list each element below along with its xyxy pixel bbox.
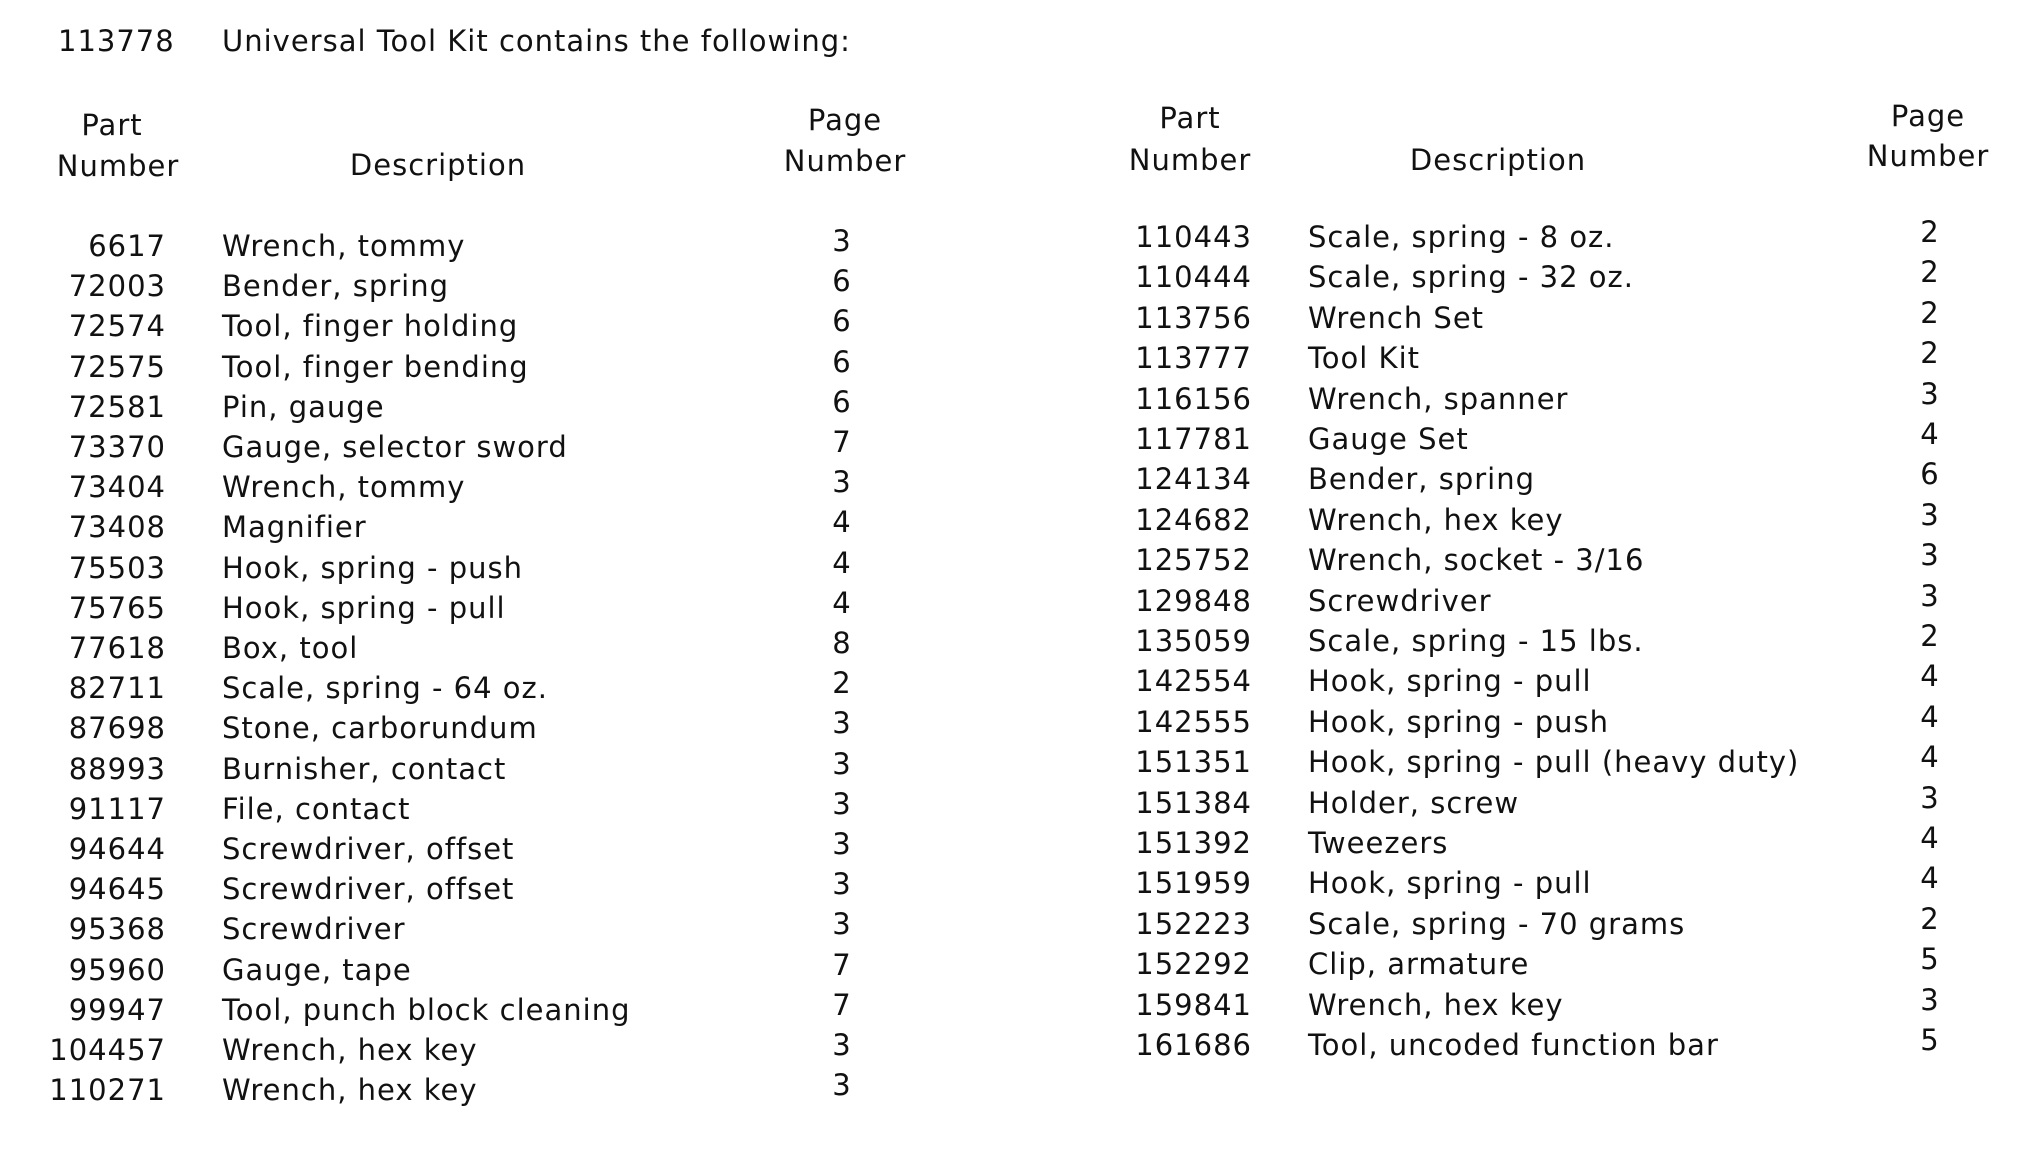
page-number: 4 (1920, 417, 1940, 451)
table-row (0, 295, 2031, 335)
page-number: 3 (1920, 497, 1940, 532)
page-number: 2 (1920, 255, 1940, 290)
table-row (0, 901, 2031, 941)
part-description: Hook, spring - push (1308, 704, 1609, 739)
part-description: Hook, spring - pull (222, 590, 506, 625)
part-number: 99947 (68, 992, 166, 1027)
part-description: Wrench Set (1308, 300, 1485, 335)
page-number: 3 (832, 224, 852, 258)
table-row (0, 861, 2031, 901)
part-description: Scale, spring - 8 oz. (1308, 220, 1615, 254)
part-number: 75503 (68, 550, 166, 585)
page-number: 3 (832, 786, 852, 821)
table-row (0, 538, 2031, 578)
part-number: 82711 (68, 671, 166, 706)
part-number: 104457 (49, 1033, 166, 1067)
table-row (0, 1068, 2031, 1108)
table-row (0, 780, 2031, 820)
page-number: 3 (832, 867, 852, 902)
part-number: 110443 (1135, 220, 1252, 254)
part-description: Wrench, spanner (1308, 381, 1569, 416)
table-row (0, 821, 2031, 860)
page-number: 3 (832, 1068, 852, 1103)
table-row (0, 457, 2031, 497)
table-row (0, 699, 2031, 739)
part-description: Pin, gauge (222, 389, 385, 424)
right-part-header-line2: Number (1128, 143, 1252, 177)
part-number: 116156 (1135, 381, 1252, 416)
table-row (0, 619, 2031, 658)
part-number: 75765 (68, 590, 166, 625)
part-description: Magnifier (222, 510, 367, 545)
page-number: 3 (832, 746, 852, 781)
part-description: Tool, finger bending (222, 349, 529, 384)
part-description: Wrench, tommy (222, 470, 466, 505)
part-description: Tool Kit (1308, 341, 1420, 376)
page-number: 3 (1920, 376, 1940, 411)
page-number: 2 (1920, 295, 1940, 330)
table-row (0, 659, 2031, 701)
left-part-header-line1: Part (81, 108, 143, 142)
part-description: Scale, spring - 15 lbs. (1308, 624, 1644, 658)
table-row (0, 578, 2031, 618)
part-description: Tweezers (1308, 826, 1449, 860)
kit-title: Universal Tool Kit contains the following: (222, 24, 851, 58)
page-number: 2 (1920, 215, 1940, 249)
page-number: 4 (1920, 659, 1940, 694)
page-number: 4 (832, 585, 852, 620)
page-number: 5 (1920, 1023, 1940, 1057)
part-description: Wrench, socket - 3/16 (1308, 543, 1645, 578)
right-description-header: Description (1409, 143, 1587, 177)
table-row (0, 497, 2031, 540)
page-number: 2 (1920, 901, 1940, 936)
right-part-header-line1: Part (1159, 101, 1221, 135)
page-number: 2 (832, 666, 852, 701)
part-number: 152223 (1135, 906, 1252, 941)
part-number: 152292 (1135, 947, 1252, 982)
page-number: 3 (832, 1028, 852, 1062)
table-row (0, 255, 2031, 295)
table-row (0, 740, 2031, 780)
part-number: 73404 (68, 470, 166, 505)
part-number: 94644 (68, 832, 166, 866)
part-number: 95960 (68, 952, 166, 987)
part-description: Wrench, tommy (222, 229, 466, 263)
part-description: Wrench, hex key (1308, 502, 1564, 537)
part-description: Wrench, hex key (1308, 987, 1564, 1022)
right-page-header-line1: Page (1890, 99, 1966, 133)
page-number: 7 (832, 987, 852, 1022)
table-row (0, 417, 2031, 456)
page-number: 2 (1920, 619, 1940, 653)
part-number: 135059 (1135, 624, 1252, 658)
part-number: 87698 (68, 711, 166, 746)
part-number: 6617 (88, 229, 166, 263)
page-number: 3 (1920, 982, 1940, 1017)
left-part-header-line2: Number (56, 149, 180, 183)
part-description: Clip, armature (1308, 947, 1530, 982)
part-number: 88993 (68, 751, 166, 786)
table-row (0, 982, 2031, 1022)
page-number: 6 (832, 264, 852, 299)
part-description: Gauge Set (1308, 422, 1469, 456)
page-number: 6 (1920, 457, 1940, 492)
table-row (0, 376, 2031, 416)
part-description: Gauge, tape (222, 952, 412, 987)
page-number: 7 (832, 947, 852, 982)
page-number: 3 (1920, 538, 1940, 573)
part-number: 129848 (1135, 583, 1252, 618)
page-number: 4 (832, 545, 852, 580)
part-description: Tool, uncoded function bar (1308, 1028, 1719, 1062)
part-number: 95368 (68, 912, 166, 947)
part-description: Bender, spring (222, 269, 450, 304)
part-description: Wrench, hex key (222, 1073, 478, 1108)
page-number: 7 (832, 425, 852, 459)
page-number: 4 (832, 505, 852, 540)
table-row (0, 336, 2031, 376)
part-number: 117781 (1135, 422, 1252, 456)
page-number: 3 (1920, 578, 1940, 613)
part-description: Hook, spring - pull (1308, 664, 1592, 699)
part-number: 151392 (1135, 826, 1252, 860)
page-number: 3 (1920, 780, 1940, 815)
part-number: 77618 (68, 631, 166, 665)
part-number: 72003 (68, 269, 166, 304)
page-number: 3 (832, 706, 852, 741)
part-number: 161686 (1135, 1028, 1252, 1062)
left-page-header-line2: Number (783, 144, 907, 178)
part-description: Hook, spring - pull (heavy duty) (1308, 745, 1800, 780)
part-number: 72574 (68, 309, 166, 344)
page-number: 3 (832, 465, 852, 500)
part-number: 142554 (1135, 664, 1252, 699)
part-description: Hook, spring - push (222, 550, 523, 585)
page-number: 6 (832, 344, 852, 379)
part-number: 72581 (68, 389, 166, 424)
part-description: Screwdriver, offset (222, 872, 515, 907)
part-description: Bender, spring (1308, 462, 1536, 497)
table-row (0, 1023, 2031, 1062)
part-description: Screwdriver, offset (222, 832, 515, 866)
part-description: Scale, spring - 64 oz. (222, 671, 548, 706)
part-number: 110271 (49, 1073, 166, 1108)
part-description: Hook, spring - pull (1308, 866, 1592, 901)
left-description-header: Description (349, 148, 527, 182)
page-number: 4 (1920, 699, 1940, 734)
part-description: Scale, spring - 32 oz. (1308, 260, 1634, 295)
part-number: 159841 (1135, 987, 1252, 1022)
part-description: Wrench, hex key (222, 1033, 478, 1067)
part-description: Screwdriver (1308, 583, 1492, 618)
page-number: 6 (832, 304, 852, 339)
page-number: 4 (1920, 861, 1940, 896)
part-number: 124134 (1135, 462, 1252, 497)
page-number: 3 (832, 827, 852, 861)
page-number: 4 (1920, 740, 1940, 775)
table-row (0, 215, 2031, 254)
part-description: File, contact (222, 791, 411, 826)
kit-number: 113778 (58, 24, 175, 58)
part-number: 113777 (1135, 341, 1252, 376)
part-description: Tool, punch block cleaning (222, 992, 631, 1027)
part-number: 73408 (68, 510, 166, 545)
part-number: 73370 (68, 430, 166, 464)
right-page-header-line2: Number (1866, 139, 1990, 173)
part-description: Gauge, selector sword (222, 430, 568, 464)
part-description: Burnisher, contact (222, 751, 507, 786)
part-number: 124682 (1135, 502, 1252, 537)
part-number: 113756 (1135, 300, 1252, 335)
part-number: 91117 (68, 791, 166, 826)
page-number: 8 (832, 626, 852, 660)
part-description: Holder, screw (1308, 785, 1520, 820)
part-number: 94645 (68, 872, 166, 907)
part-description: Scale, spring - 70 grams (1308, 906, 1686, 941)
part-number: 151384 (1135, 785, 1252, 820)
page-number: 3 (832, 907, 852, 942)
part-number: 151351 (1135, 745, 1252, 780)
page-number: 2 (1920, 336, 1940, 371)
part-description: Tool, finger holding (222, 309, 519, 344)
page-number: 5 (1920, 942, 1940, 977)
part-description: Stone, carborundum (222, 711, 538, 746)
part-number: 72575 (68, 349, 166, 384)
page-number: 6 (832, 384, 852, 419)
part-description: Box, tool (222, 631, 359, 665)
page-number: 4 (1920, 821, 1940, 855)
part-number: 142555 (1135, 704, 1252, 739)
part-number: 151959 (1135, 866, 1252, 901)
part-number: 110444 (1135, 260, 1252, 295)
part-number: 125752 (1135, 543, 1252, 578)
part-description: Screwdriver (222, 912, 406, 947)
left-page-header-line1: Page (807, 103, 883, 137)
table-row (0, 942, 2031, 982)
